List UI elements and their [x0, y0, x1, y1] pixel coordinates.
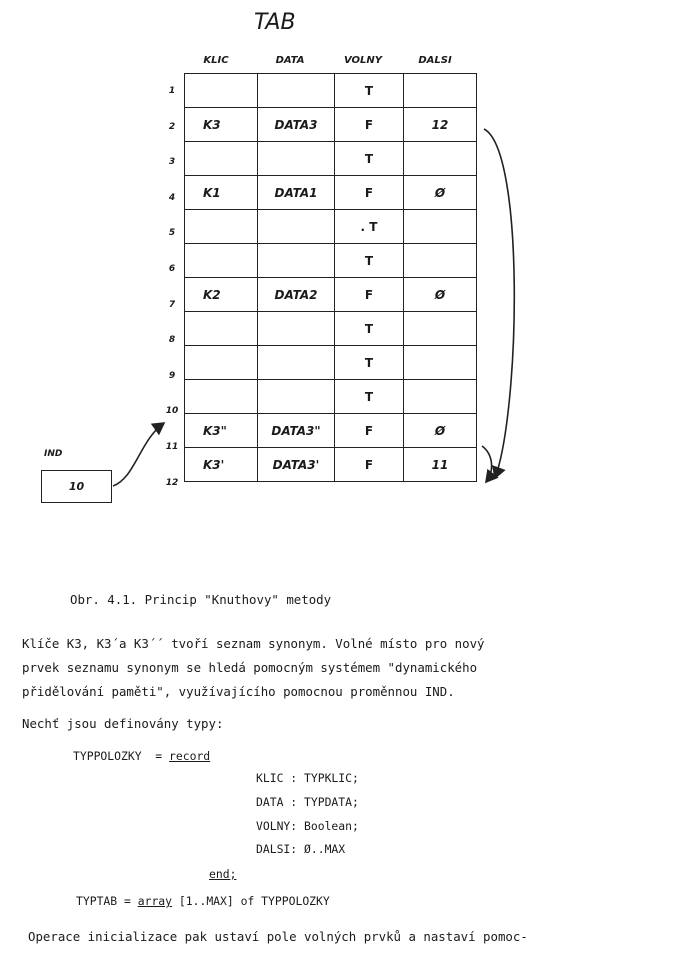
cell-volny: T — [335, 312, 404, 346]
cell-klic: K2 — [185, 278, 258, 312]
row-number: 5 — [168, 228, 176, 239]
code-field-dalsi: DALSI: Ø..MAX — [256, 842, 346, 856]
row-number: 7 — [168, 299, 176, 310]
column-header-data: DATA — [275, 55, 305, 66]
cell-dalsi: Ø — [404, 278, 477, 312]
column-header-klic: KLIC — [203, 55, 229, 66]
cell-volny: F — [335, 448, 404, 482]
code-typtab-name: TYPTAB = — [76, 894, 138, 908]
column-header-volny: VOLNY — [343, 55, 383, 66]
paragraph-line-2: prvek seznamu synonym se hledá pomocným systémem "dynamického — [22, 660, 478, 675]
cell-klic: K1 — [185, 176, 258, 210]
paragraph-line-3: přidělování paměti", využívajícího pomocnou proměnnou IND. — [22, 684, 455, 699]
cell-volny: F — [335, 176, 404, 210]
code-field-volny: VOLNY: Boolean; — [256, 819, 359, 833]
row-number: 10 — [165, 406, 179, 417]
cell-volny: T — [335, 244, 404, 278]
row-number: 6 — [168, 264, 176, 274]
cell-data: DATA3 — [258, 108, 335, 142]
cell-klic: K3' — [185, 448, 258, 482]
code-typtab-rest: [1..MAX] of TYPPOLOZKY — [172, 894, 330, 908]
row-number: 12 — [165, 477, 179, 488]
figure-caption: Obr. 4.1. Princip "Knuthovy" metody — [70, 592, 332, 607]
cell-volny: T — [335, 74, 404, 108]
arrow-row12-to-row11 — [482, 446, 492, 482]
row-number: 9 — [168, 370, 176, 381]
cell-data: DATA2 — [258, 278, 335, 312]
cell-volny: F — [335, 108, 404, 142]
cell-dalsi: 11 — [404, 448, 477, 482]
cell-klic: K3" — [185, 414, 258, 448]
paragraph-line-1: Klíče K3, K3´a K3´´ tvoří seznam synonym. Volné místo pro nový — [22, 636, 485, 651]
column-header-dalsi: DALSI — [418, 55, 452, 66]
cell-volny: F — [335, 278, 404, 312]
code-record-keyword: record — [169, 749, 211, 763]
cell-volny: T — [335, 142, 404, 176]
row-number: 4 — [168, 192, 176, 203]
types-intro: Nechť jsou definovány typy: — [22, 716, 224, 731]
last-line: Operace inicializace pak ustaví pole volných prvků a nastaví pomoc- — [28, 929, 528, 944]
diagram-title: TAB — [254, 10, 296, 35]
ind-label: IND — [44, 449, 63, 459]
row-number: 2 — [168, 121, 176, 132]
row-number: 8 — [168, 335, 176, 346]
cell-data: DATA3' — [258, 448, 335, 482]
code-typ-name: TYPPOLOZKY = — [73, 749, 170, 763]
code-typtab-line — [76, 894, 330, 908]
cell-dalsi: Ø — [404, 176, 477, 210]
code-end-keyword: end; — [209, 867, 237, 881]
cell-volny: F — [335, 414, 404, 448]
code-field-data: DATA : TYPDATA; — [256, 795, 359, 809]
ind-box: 10 — [41, 470, 112, 503]
cell-dalsi: 12 — [404, 108, 477, 142]
code-field-klic: KLIC : TYPKLIC; — [256, 771, 359, 785]
arrow-row2-to-row12 — [484, 129, 514, 478]
cell-volny: . T — [335, 210, 404, 244]
cell-data: DATA1 — [258, 176, 335, 210]
cell-volny: T — [335, 380, 404, 414]
cell-volny: T — [335, 346, 404, 380]
cell-klic: K3 — [185, 108, 258, 142]
arrow-ind-to-row10 — [113, 423, 164, 486]
code-typpolozky-line — [73, 749, 210, 763]
row-number: 1 — [168, 86, 176, 96]
cell-dalsi: Ø — [404, 414, 477, 448]
row-number: 3 — [168, 157, 176, 168]
cell-data: DATA3" — [258, 414, 335, 448]
row-number: 11 — [165, 442, 179, 452]
code-array-keyword: array — [137, 894, 173, 908]
